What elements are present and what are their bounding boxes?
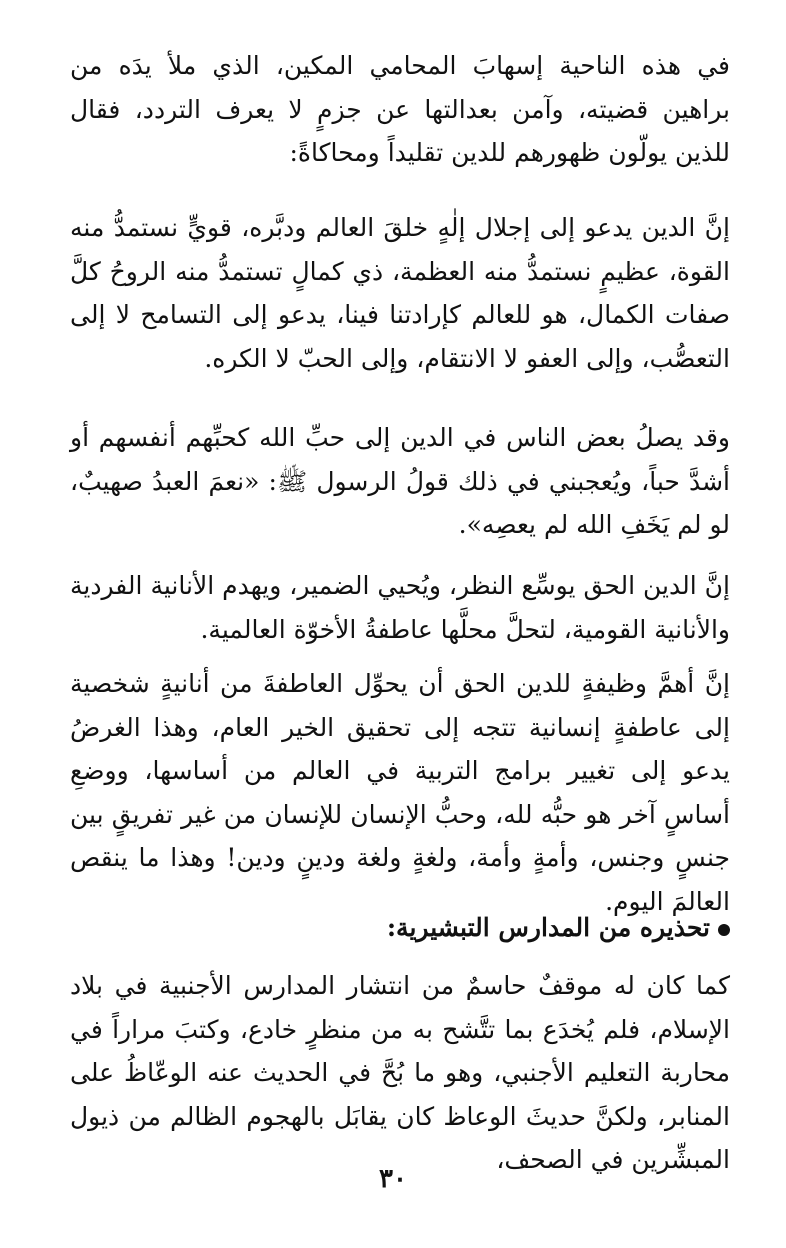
paragraph-4: إنَّ الدين الحق يوسِّع النظر، ويُحيي الضمير، ويهدم الأنانية الفردية والأنانية القومية، لتحلَّ محلَّها عاطفةُ الأخوّة العالمية.	[70, 571, 730, 644]
paragraph-5: إنَّ أهمَّ وظيفةٍ للدين الحق أن يحوِّل العاطفةَ من أنانيةٍ شخصية إلى عاطفةٍ إنسانية تتجه إلى تحقيق الخير العام، وهذا الغرضُ يدعو إلى تغيير برامج التربية في العالم من أساسها، ووضعِ أساسٍ آخر هو حبُّه لله، وحبُّ الإنسان للإنسان من غير تفريقٍ بين جنسٍ وجنس، وأمةٍ وأمة، ولغةٍ ولغة ودينٍ ودين! وهذا ما ينقص العالمَ اليوم.	[70, 669, 730, 916]
paragraph-1: في هذه الناحية إسهابَ المحامي المكين، الذي ملأ يدَه من براهين قضيته، وآمن بعدالتها عن جزمٍ لا يعرف التردد، فقال للذين يولّون ظهورهم للدين تقليداً ومحاكاةً:	[70, 51, 730, 167]
paragraph-6: كما كان له موقفٌ حاسمٌ من انتشار المدارس الأجنبية في بلاد الإسلام، فلم يُخدَع بما تتَّشح به من منظرٍ خادع، وكتبَ مراراً في محاربة التعليم الأجنبي، وهو ما بُحَّ في الحديث عنه الوعّاظُ على المنابر، ولكنَّ حديثَ الوعاظ كان يقابَل بالهجوم الظالم من ذيول المبشِّرين في الصحف،	[70, 971, 730, 1174]
paragraph-3: وقد يصلُ بعض الناس في الدين إلى حبِّ الله كحبِّهم أنفسهم أو أشدَّ حباً، ويُعجبني في ذلك قولُ الرسول ﷺ: «نعمَ العبدُ صهيبٌ، لو لم يَخَفِ الله لم يعصِه».	[70, 423, 730, 539]
paragraph-2: إنَّ الدين يدعو إلى إجلال إلٰهٍ خلقَ العالم ودبَّره، قويٍّ نستمدُّ منه القوة، عظيمٍ نستمدُّ منه العظمة، ذي كمالٍ تستمدُّ منه الروحُ كلَّ صفات الكمال، هو للعالم كإرادتنا فينا، يدعو إلى التسامح لا إلى التعصُّب، وإلى العفو لا الانتقام، وإلى الحبّ لا الكره.	[70, 213, 730, 373]
section-heading	[70, 906, 730, 950]
page-number: ٣٠	[379, 1164, 407, 1194]
section-heading-text: تحذيره من المدارس التبشيرية:	[386, 913, 710, 942]
bullet-icon	[718, 924, 730, 936]
